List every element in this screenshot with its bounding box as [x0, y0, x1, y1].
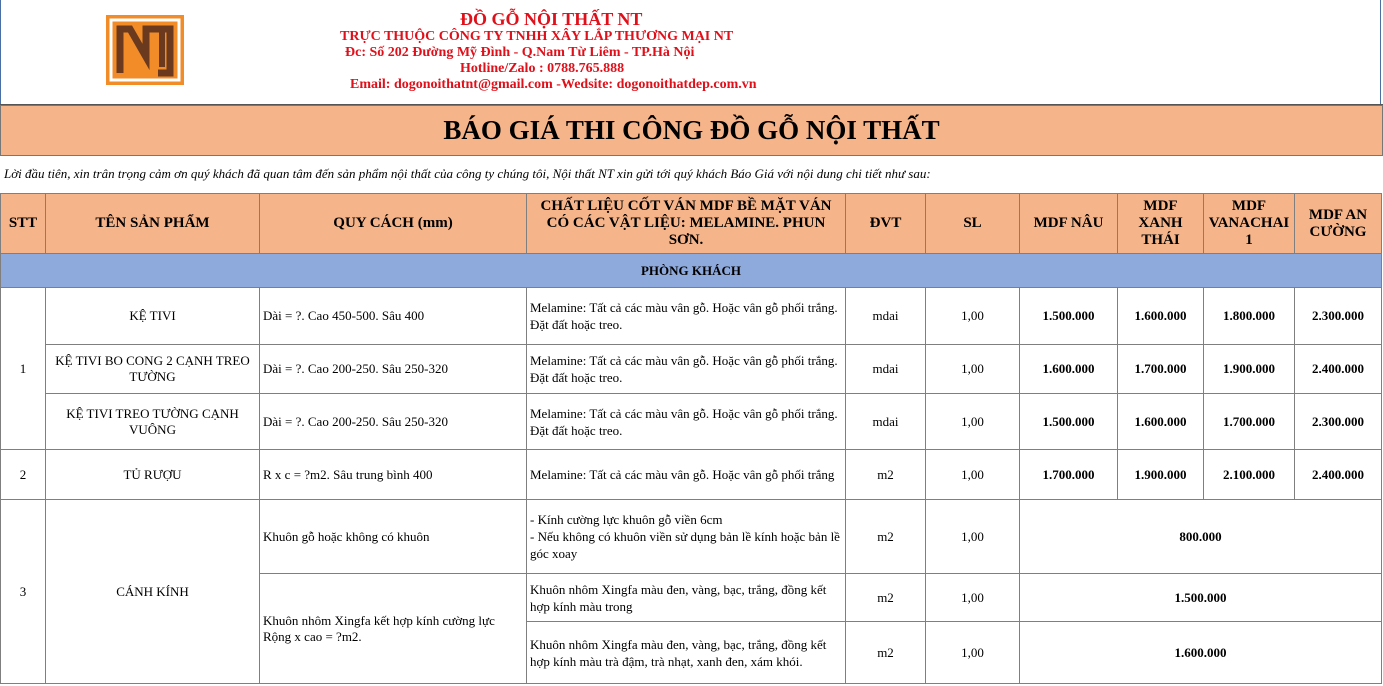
col-mdf-an-cuong: MDF AN CƯỜNG	[1295, 194, 1382, 254]
cell-price-mdf-nau: 1.500.000	[1020, 288, 1118, 345]
cell-unit: m2	[846, 450, 926, 500]
cell-unit: mdai	[846, 345, 926, 394]
cell-name: KỆ TIVI	[46, 288, 260, 345]
col-unit: ĐVT	[846, 194, 926, 254]
cell-price: 1.500.000	[1020, 574, 1382, 622]
cell-unit: mdai	[846, 288, 926, 345]
quote-title: BÁO GIÁ THI CÔNG ĐỒ GỖ NỘI THẤT	[0, 105, 1383, 156]
cell-material	[527, 500, 846, 574]
col-mdf-vanachai: MDF VANACHAI 1	[1204, 194, 1295, 254]
col-qty: SL	[926, 194, 1020, 254]
cell-size: Dài = ?. Cao 450-500. Sâu 400	[260, 288, 527, 345]
cell-price-mdf-nau: 1.500.000	[1020, 394, 1118, 450]
header-row	[1, 194, 1382, 254]
cell-qty: 1,00	[926, 574, 1020, 622]
cell-size: Khuôn nhôm Xingfa kết hợp kính cường lực Rộng x cao = ?m2.	[260, 574, 527, 684]
material-line: - Kính cường lực khuôn gỗ viền 6cm	[530, 512, 723, 527]
cell-material: Melamine: Tất cả các màu vân gỗ. Hoặc vân gỗ phối trắng	[527, 450, 846, 500]
table-row	[1, 394, 1382, 450]
cell-name: CÁNH KÍNH	[46, 500, 260, 684]
company-address: Đc: Số 202 Đường Mỹ Đình - Q.Nam Từ Liêm - TP.Hà Nội	[345, 45, 695, 60]
table-row	[1, 500, 1382, 574]
col-mdf-xanh-thai: MDF XANH THÁI	[1118, 194, 1204, 254]
letterhead	[0, 0, 1383, 105]
cell-name: KỆ TIVI TREO TƯỜNG CẠNH VUÔNG	[46, 394, 260, 450]
cell-price-mdf-nau: 1.700.000	[1020, 450, 1118, 500]
cell-price-mdf-an-cuong: 2.400.000	[1295, 450, 1382, 500]
cell-stt: 2	[1, 450, 46, 500]
cell-material: Melamine: Tất cả các màu vân gỗ. Hoặc vân gỗ phối trắng. Đặt đất hoặc treo.	[527, 288, 846, 345]
cell-qty: 1,00	[926, 345, 1020, 394]
cell-unit: m2	[846, 574, 926, 622]
cell-material: Khuôn nhôm Xingfa màu đen, vàng, bạc, trắng, đồng kết hợp kính màu trà đậm, trà nhạt, xanh đen, xám khói.	[527, 622, 846, 684]
cell-price-mdf-xanh-thai: 1.700.000	[1118, 345, 1204, 394]
cell-size: Dài = ?. Cao 200-250. Sâu 250-320	[260, 345, 527, 394]
company-contact: Email: dogonoithatnt@gmail.com -Wedsite: dogonoithatdep.com.vn	[350, 77, 757, 92]
cell-material: Khuôn nhôm Xingfa màu đen, vàng, bạc, trắng, đồng kết hợp kính màu trong	[527, 574, 846, 622]
cell-stt: 1	[1, 288, 46, 450]
left-border	[0, 0, 1, 104]
section-row	[1, 254, 1382, 288]
cell-qty: 1,00	[926, 500, 1020, 574]
cell-size: Khuôn gỗ hoặc không có khuôn	[260, 500, 527, 574]
cell-price-mdf-xanh-thai: 1.600.000	[1118, 288, 1204, 345]
cell-size: Dài = ?. Cao 200-250. Sâu 250-320	[260, 394, 527, 450]
cell-size: R x c = ?m2. Sâu trung bình 400	[260, 450, 527, 500]
cell-price-mdf-vanachai: 2.100.000	[1204, 450, 1295, 500]
material-line: - Nếu không có khuôn viền sử dụng bản lề kính hoặc bản lề góc xoay	[530, 529, 840, 561]
cell-qty: 1,00	[926, 394, 1020, 450]
company-info	[340, 10, 980, 93]
cell-unit: m2	[846, 500, 926, 574]
cell-price-mdf-xanh-thai: 1.900.000	[1118, 450, 1204, 500]
company-hotline: Hotline/Zalo : 0788.765.888	[460, 61, 625, 76]
cell-qty: 1,00	[926, 450, 1020, 500]
col-size: QUY CÁCH (mm)	[260, 194, 527, 254]
col-material: CHẤT LIỆU CỐT VÁN MDF BỀ MẶT VÁN CÓ CÁC VẬT LIỆU: MELAMINE. PHUN SƠN.	[527, 194, 846, 254]
cell-unit: mdai	[846, 394, 926, 450]
cell-price-mdf-an-cuong: 2.400.000	[1295, 345, 1382, 394]
cell-price: 800.000	[1020, 500, 1382, 574]
col-name: TÊN SẢN PHẨM	[46, 194, 260, 254]
company-name: ĐỒ GỖ NỘI THẤT NT	[460, 9, 643, 29]
cell-price-mdf-xanh-thai: 1.600.000	[1118, 394, 1204, 450]
table-row	[1, 450, 1382, 500]
price-table	[0, 193, 1382, 684]
cell-unit: m2	[846, 622, 926, 684]
cell-qty: 1,00	[926, 288, 1020, 345]
cell-price-mdf-vanachai: 1.800.000	[1204, 288, 1295, 345]
cell-price: 1.600.000	[1020, 622, 1382, 684]
cell-price-mdf-nau: 1.600.000	[1020, 345, 1118, 394]
company-logo-icon	[106, 15, 184, 85]
cell-price-mdf-an-cuong: 2.300.000	[1295, 394, 1382, 450]
col-stt: STT	[1, 194, 46, 254]
company-parent: TRỰC THUỘC CÔNG TY TNHH XÂY LẮP THƯƠNG MẠI NT	[340, 29, 734, 44]
cell-name: KỆ TIVI BO CONG 2 CẠNH TREO TƯỜNG	[46, 345, 260, 394]
cell-name: TỦ RƯỢU	[46, 450, 260, 500]
table-row	[1, 345, 1382, 394]
col-mdf-nau: MDF NÂU	[1020, 194, 1118, 254]
right-border	[1380, 0, 1381, 104]
cell-price-mdf-vanachai: 1.900.000	[1204, 345, 1295, 394]
cell-stt: 3	[1, 500, 46, 684]
cell-qty: 1,00	[926, 622, 1020, 684]
cell-price-mdf-vanachai: 1.700.000	[1204, 394, 1295, 450]
table-row	[1, 288, 1382, 345]
cell-material: Melamine: Tất cả các màu vân gỗ. Hoặc vân gỗ phối trắng. Đặt đất hoặc treo.	[527, 394, 846, 450]
cell-material: Melamine: Tất cả các màu vân gỗ. Hoặc vân gỗ phối trắng. Đặt đất hoặc treo.	[527, 345, 846, 394]
section-title: PHÒNG KHÁCH	[1, 254, 1382, 288]
cell-price-mdf-an-cuong: 2.300.000	[1295, 288, 1382, 345]
intro-text: Lời đầu tiên, xin trân trọng cảm ơn quý khách đã quan tâm đến sản phẩm nội thất của công ty chúng tôi, Nội thất NT xin gửi tới quý khách Báo Giá với nội dung chi tiết như sau:	[4, 166, 931, 181]
